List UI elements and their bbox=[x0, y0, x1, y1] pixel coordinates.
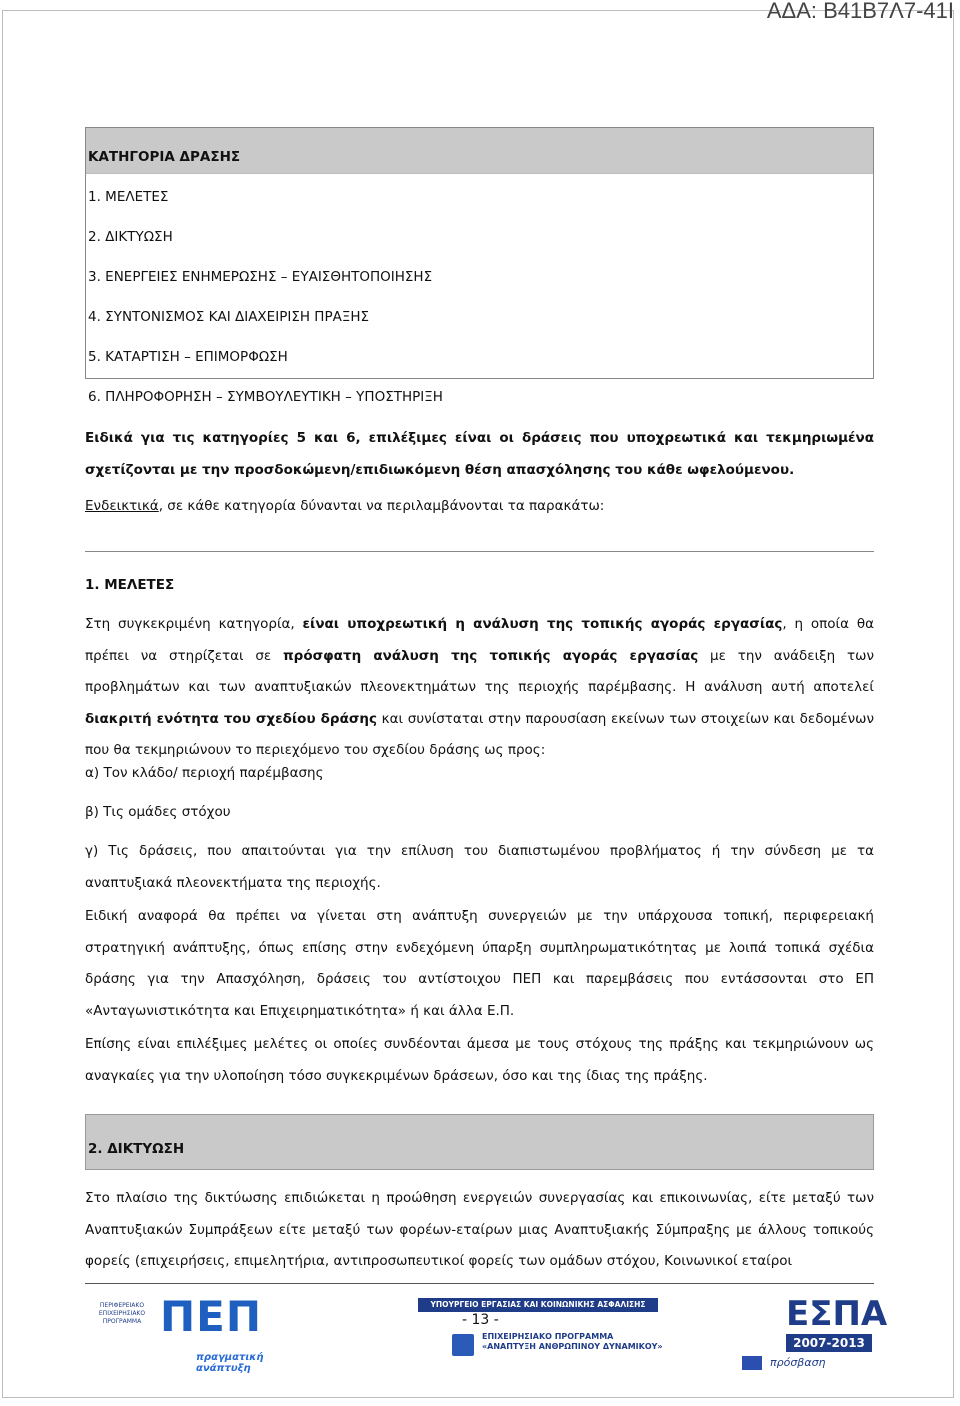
category-item: 4. ΣΥΝΤΟΝΙΣΜΟΣ ΚΑΙ ΔΙΑΧΕΙΡΙΣΗ ΠΡΑΞΗΣ bbox=[88, 309, 370, 325]
espa-logo-text: ΕΣΠΑ bbox=[786, 1294, 888, 1334]
studies-p1-a: Στη συγκεκριμένη κατηγορία, bbox=[85, 616, 303, 632]
indicative-underlined: Ενδεικτικά bbox=[85, 498, 159, 514]
studies-paragraph-1 bbox=[85, 609, 874, 767]
pep-logo bbox=[88, 1294, 268, 1394]
ada-code: ΑΔΑ: Β41Β7Λ7-41Ι bbox=[766, 0, 954, 23]
studies-p1-c: , η οποία θα πρέπει να στηρίζεται σε bbox=[85, 616, 875, 664]
espa-years: 2007-2013 bbox=[786, 1334, 872, 1352]
footer-rule bbox=[85, 1283, 874, 1284]
indicative-paragraph bbox=[85, 491, 874, 523]
category-table bbox=[85, 127, 874, 405]
category-item: 2. ΔΙΚΤΥΩΣΗ bbox=[88, 229, 173, 245]
studies-p1-e: με την ανάδειξη των προβλημάτων και των αναπτυξιακών πλεονεκτημάτων της περιοχής παρέμβασης. Η ανάλυση αυτή αποτελεί bbox=[85, 647, 874, 695]
studies-title: 1. ΜΕΛΕΤΕΣ bbox=[85, 577, 175, 593]
category-table-title: ΚΑΤΗΓΟΡΙΑ ΔΡΑΣΗΣ bbox=[86, 128, 873, 174]
networking-heading: 2. ΔΙΚΤΥΩΣΗ bbox=[85, 1114, 874, 1170]
pep-logo-text: ΠΕΠ bbox=[160, 1292, 262, 1341]
studies-item-b: β) Τις ομάδες στόχου bbox=[85, 804, 231, 820]
studies-p1-g: και συνίσταται στην παρουσίαση εκείνων των στοιχείων και δεδομένων που θα τεκμηριώνουν το περιεχόμενο του σχεδίου δράσης ως προς: bbox=[85, 710, 874, 758]
studies-paragraph-3: Επίσης είναι επιλέξιμες μελέτες οι οποίες συνδέονται άμεσα με τους στόχους της πράξης και τεκμηριώνουν ως αναγκαίες για την υλοποίηση τόσο συγκεκριμένων δράσεων, όσο και της ίδιας της πράξης. bbox=[85, 1036, 874, 1084]
studies-item-a: α) Τον κλάδο/ περιοχή παρέμβασης bbox=[85, 765, 324, 781]
pep-slogan: πραγματική ανάπτυξη bbox=[196, 1352, 264, 1374]
pep-small-text: ΠΕΡΙΦΕΡΕΙΑΚΟ ΕΠΙΧΕΙΡΗΣΙΑΚΟ ΠΡΟΓΡΑΜΜΑ bbox=[98, 1302, 146, 1325]
studies-p1-d: πρόσφατη ανάλυση της τοπικής αγοράς εργασίας bbox=[282, 647, 699, 664]
eu-flag-icon bbox=[742, 1356, 762, 1370]
category-item: 3. ΕΝΕΡΓΕΙΕΣ ΕΝΗΜΕΡΩΣΗΣ – ΕΥΑΙΣΘΗΤΟΠΟΙΗΣΗΣ bbox=[88, 269, 433, 285]
studies-p1-f: διακριτή ενότητα του σχεδίου δράσης bbox=[85, 710, 377, 727]
networking-paragraph-1: Στο πλαίσιο της δικτύωσης επιδιώκεται η προώθηση ενεργειών συνεργασίας και επικοινωνίας, είτε μεταξύ των Αναπτυξιακών Συμπράξεων είτε μεταξύ των φορέων-εταίρων μιας Αναπτυξιακής Σύμπραξης με άλλους τοπικούς φορείς (επιχειρήσεις, επιμελητήρια, αντιπροσωπευτικοί φορείς των ομάδων στόχου, Κοινωνικοί εταίροι bbox=[85, 1190, 874, 1269]
ministry-banner: ΥΠΟΥΡΓΕΙΟ ΕΡΓΑΣΙΑΣ ΚΑΙ ΚΟΙΝΩΝΙΚΗΣ ΑΣΦΑΛΙΣΗΣ bbox=[418, 1298, 658, 1312]
greek-flag-icon bbox=[452, 1334, 474, 1356]
category-item: 1. ΜΕΛΕΤΕΣ bbox=[88, 189, 169, 205]
document-content bbox=[85, 127, 875, 1269]
page-number: - 13 - bbox=[462, 1312, 499, 1328]
category-item: 5. ΚΑΤΑΡΤΙΣΗ – ΕΠΙΜΟΡΦΩΣΗ bbox=[88, 349, 288, 365]
footer bbox=[0, 1290, 960, 1400]
program-name: ΕΠΙΧΕΙΡΗΣΙΑΚΟ ΠΡΟΓΡΑΜΜΑ «ΑΝΑΠΤΥΞΗ ΑΝΘΡΩΠΙΝΟΥ ΔΥΝΑΜΙΚΟΥ» bbox=[482, 1332, 663, 1351]
studies-paragraph-2: Ειδική αναφορά θα πρέπει να γίνεται στη ανάπτυξη συνεργειών με την υπάρχουσα τοπική, περιφερειακή στρατηγική ανάπτυξης, όπως επίσης στην ενδεχόμενη ύπαρξη συμπληρωματικότητας με λοιπά τοπικά σχέδια δράσης για την Απασχόληση, δράσεις του αντίστοιχου ΠΕΠ και παρεμβάσεις που εντάσσονται στο ΕΠ «Ανταγωνιστικότητα και Επιχειρηματικότητα» ή και άλλα Ε.Π. bbox=[85, 908, 874, 1019]
studies-p1-b: είναι υποχρεωτική η ανάλυση της τοπικής αγοράς εργασίας bbox=[302, 616, 783, 632]
indicative-rest: , σε κάθε κατηγορία δύνανται να περιλαμβάνονται τα παρακάτω: bbox=[158, 498, 605, 514]
espa-slogan: πρόσβαση bbox=[770, 1356, 826, 1369]
studies-heading-box bbox=[85, 551, 874, 592]
intro-paragraph: Ειδικά για τις κατηγορίες 5 και 6, επιλέξιμες είναι οι δράσεις που υποχρεωτικά και τεκμηριωμένα σχετίζονται με την προσδοκώμενη/επιδιωκόμενη θέση απασχόλησης του κάθε ωφελούμενου. bbox=[85, 430, 874, 478]
category-item: 6. ΠΛΗΡΟΦΟΡΗΣΗ – ΣΥΜΒΟΥΛΕΥΤΙΚΗ – ΥΠΟΣΤΗΡΙΞΗ bbox=[88, 389, 443, 405]
studies-item-c: γ) Τις δράσεις, που απαιτούνται για την επίλυση του διαπιστωμένου προβλήματος ή την σύνδεση με τα αναπτυξιακά πλεονεκτήματα της περιοχής. bbox=[85, 843, 874, 891]
